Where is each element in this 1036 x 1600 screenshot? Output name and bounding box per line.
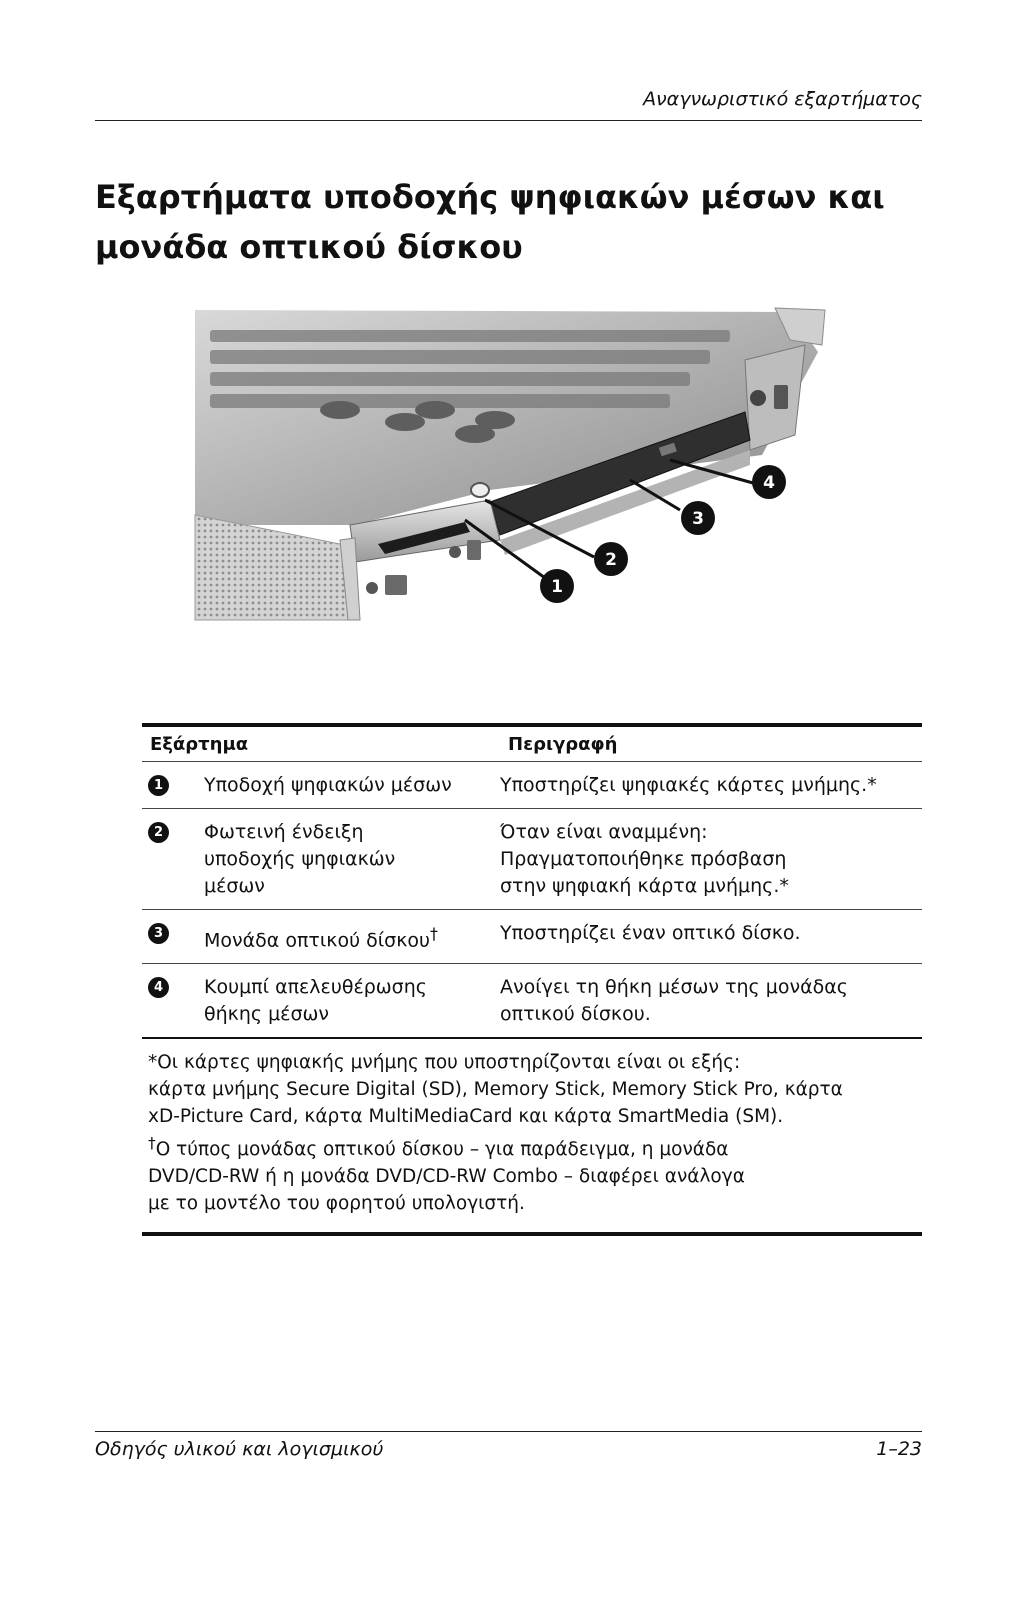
dagger-mark: † (430, 924, 438, 943)
row-component: Υποδοχή ψηφιακών μέσων (204, 774, 452, 796)
callout-1-number: 1 (551, 577, 563, 597)
note-line: DVD/CD-RW ή η μονάδα DVD/CD-RW Combo – διαφέρει ανάλογα (148, 1166, 745, 1188)
page-title-line-1: Εξαρτήματα υποδοχής ψηφιακών μέσων και (95, 178, 885, 216)
row-number-badge: 4 (148, 977, 169, 998)
row-description-line: οπτικού δίσκου. (500, 1003, 651, 1026)
row-component-line: υποδοχής ψηφιακών (204, 848, 396, 870)
note-line (148, 1130, 922, 1163)
running-header: Αναγνωριστικό εξαρτήματος (643, 88, 922, 110)
row-component (204, 819, 500, 900)
network-icon (449, 546, 461, 558)
dagger-mark: † (148, 1134, 156, 1153)
row-description-line: στην ψηφιακή κάρτα μνήμης.* (500, 875, 789, 897)
callout-4-number: 4 (763, 473, 775, 493)
note-line: κάρτα μνήμης Secure Digital (SD), Memory Stick, Memory Stick Pro, κάρτα (148, 1079, 843, 1101)
row-component-line: θήκης μέσων (204, 1003, 330, 1026)
callout-2 (594, 542, 628, 576)
row-number-badge: 2 (148, 822, 169, 843)
row-description: Υποστηρίζει έναν οπτικό δίσκο. (500, 922, 801, 944)
header-component: Εξάρτημα (150, 734, 249, 755)
row-component-line: Φωτεινή ένδειξη (204, 821, 364, 843)
row-description: Υποστηρίζει ψηφιακές κάρτες μνήμης.* (500, 774, 877, 796)
page-title-line-2: μονάδα οπτικού δίσκου (95, 228, 523, 266)
row-component-line: μέσων (204, 875, 265, 897)
row-description (500, 819, 922, 900)
row-component (204, 974, 500, 1028)
callout-3 (681, 501, 715, 535)
note-line-text: Ο τύπος μονάδας οπτικού δίσκου – για παράδειγμα, η μονάδα (155, 1139, 729, 1161)
header-rule (95, 120, 922, 121)
row-number-badge: 1 (148, 775, 169, 796)
header-description: Περιγραφή (508, 734, 618, 755)
callout-3-number: 3 (692, 509, 704, 529)
usb-port-front (385, 575, 407, 595)
row-description-line: Πραγματοποιήθηκε πρόσβαση (500, 848, 787, 870)
table-bottom-rule (142, 1232, 922, 1236)
callout-1 (540, 569, 574, 603)
row-number-badge: 3 (148, 923, 169, 944)
usb-port (774, 385, 788, 409)
footer-manual-title: Οδηγός υλικού και λογισμικού (95, 1438, 384, 1460)
speaker-grill (195, 515, 350, 620)
note-line: *Οι κάρτες ψηφιακής μνήμης που υποστηρίζονται είναι οι εξής: (148, 1052, 741, 1074)
row-component-line: Κουμπί απελευθέρωσης (204, 976, 427, 999)
table-header (142, 727, 922, 761)
media-slot-light (471, 483, 489, 497)
note-line: xD-Picture Card, κάρτα MultiMediaCard και κάρτα SmartMedia (SM). (148, 1106, 784, 1128)
table-row (142, 809, 922, 909)
table-row (142, 964, 922, 1037)
callout-4 (752, 465, 786, 499)
callout-2-number: 2 (605, 550, 617, 570)
note-line: με το μοντέλο του φορητού υπολογιστή. (148, 1193, 525, 1215)
table-row (142, 910, 922, 963)
row-component-text: Μονάδα οπτικού δίσκου (204, 929, 431, 952)
footer-page-number: 1–23 (876, 1438, 922, 1460)
row-component (204, 920, 500, 954)
usb-icon (366, 582, 378, 594)
table-notes (142, 1039, 922, 1232)
table-row (142, 762, 922, 808)
component-table (142, 723, 922, 1236)
row-description-line: Ανοίγει τη θήκη μέσων της μονάδας (500, 976, 848, 999)
port-icon (750, 390, 766, 406)
page-title (95, 172, 935, 272)
row-description-line: Όταν είναι αναμμένη: (500, 821, 708, 843)
laptop-illustration (190, 300, 840, 640)
port-front (467, 540, 481, 560)
footer-rule (95, 1431, 922, 1432)
row-description (500, 974, 922, 1028)
